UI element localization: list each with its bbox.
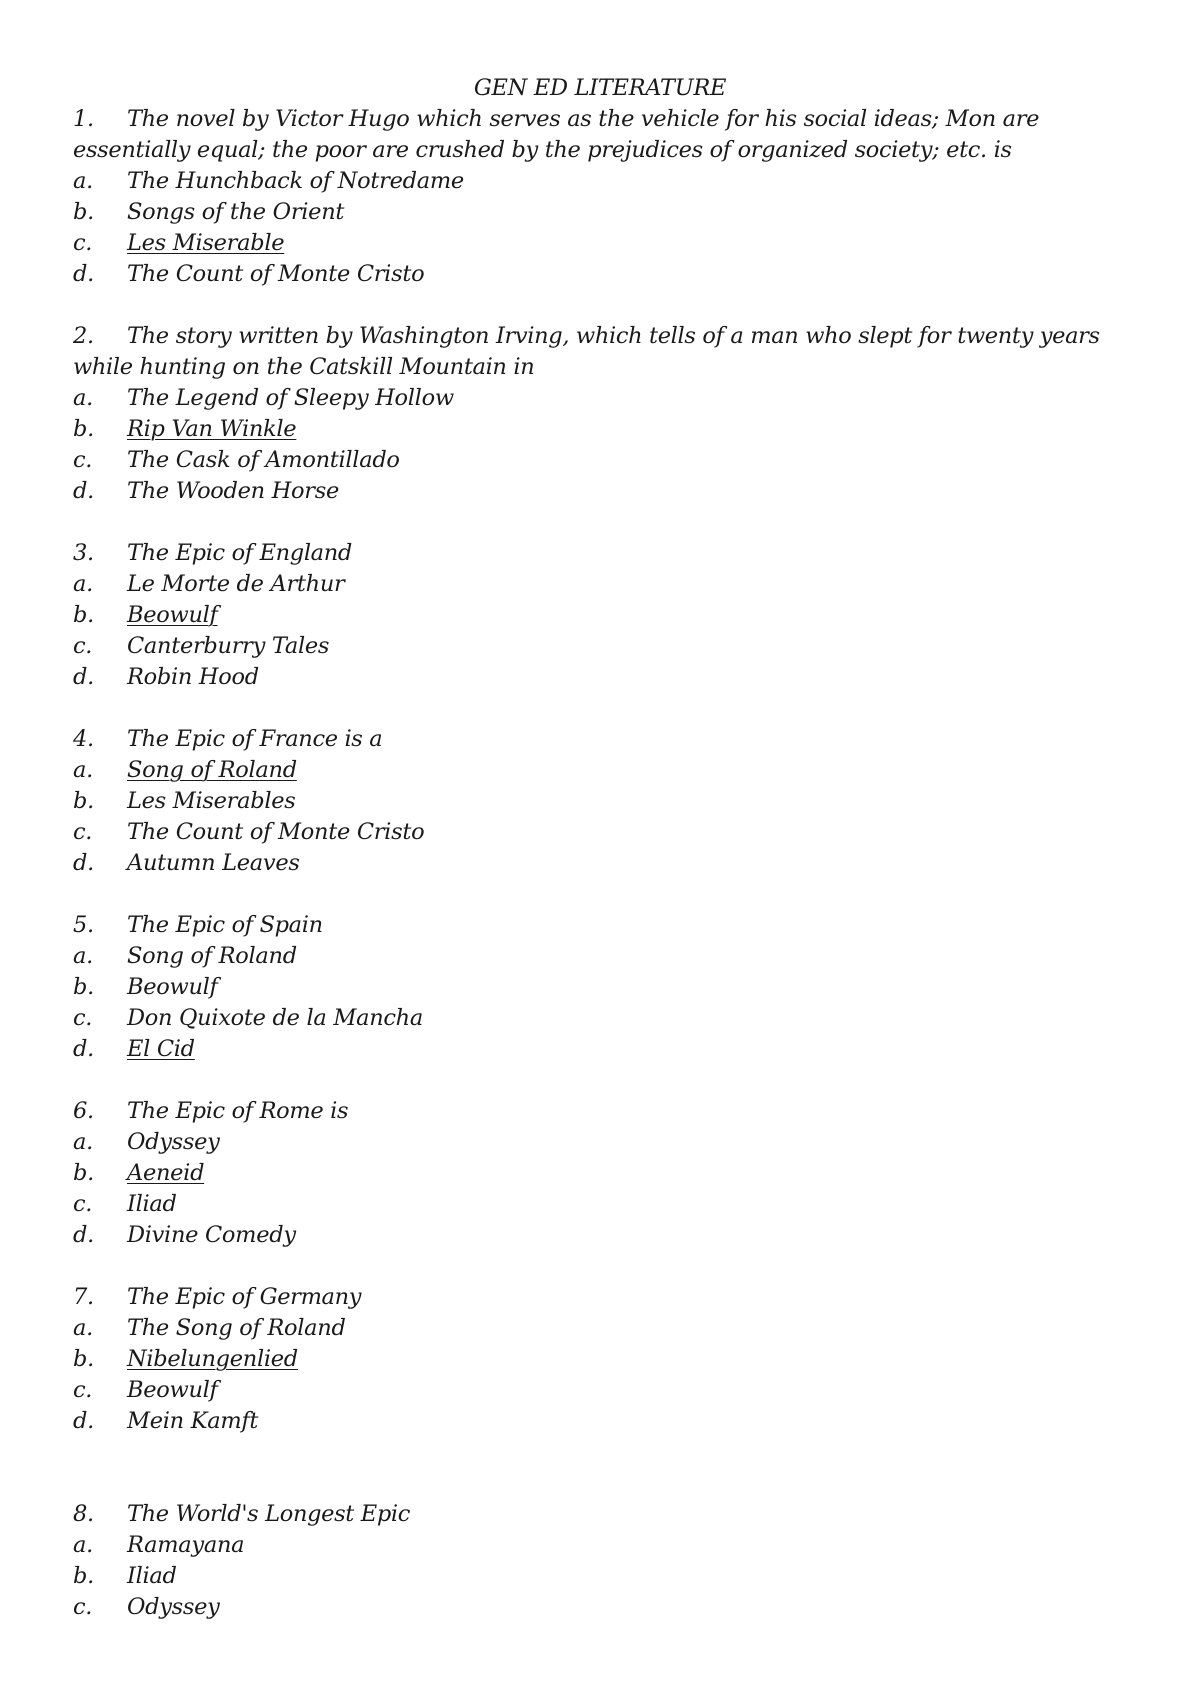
choice-text: Don Quixote de la Mancha	[127, 1005, 423, 1031]
choice-letter: a.	[73, 757, 93, 783]
choice-4-b	[73, 786, 1133, 817]
question-number: 5.	[73, 912, 94, 938]
question-number: 2.	[73, 323, 94, 349]
choice-letter: b.	[73, 1563, 94, 1589]
choice-letter: c.	[73, 1005, 93, 1031]
choice-letter: b.	[73, 788, 94, 814]
choice-letter: c.	[73, 633, 93, 659]
choice-letter: d.	[73, 1036, 94, 1062]
choice-7-a	[73, 1313, 1133, 1344]
choice-letter: d.	[73, 261, 94, 287]
choice-6-d	[73, 1220, 1133, 1251]
choice-letter: b.	[73, 1346, 94, 1372]
question-stem	[73, 1096, 1133, 1127]
choice-3-c	[73, 631, 1133, 662]
choice-letter: b.	[73, 416, 94, 442]
choice-2-d	[73, 476, 1133, 507]
question-4	[73, 724, 1133, 879]
choice-text: Robin Hood	[127, 664, 259, 690]
question-number: 4.	[73, 726, 94, 752]
choice-text: Beowulf	[127, 974, 218, 1000]
question-stem	[73, 1499, 1133, 1530]
question-list	[73, 104, 1133, 1654]
choice-text: Odyssey	[127, 1129, 220, 1155]
choice-letter: d.	[73, 1408, 94, 1434]
choice-text: The Legend of Sleepy Hollow	[127, 385, 454, 411]
choice-letter: c.	[73, 1377, 93, 1403]
question-stem	[73, 910, 1133, 941]
choice-letter: b.	[73, 974, 94, 1000]
choice-letter: a.	[73, 943, 93, 969]
choice-letter: b.	[73, 199, 94, 225]
choice-1-c	[73, 228, 1133, 259]
question-text: The Epic of France is a	[127, 726, 383, 752]
question-number: 8.	[73, 1501, 94, 1527]
question-2	[73, 321, 1133, 507]
question-number: 7.	[73, 1284, 94, 1310]
question-stem	[73, 321, 1133, 383]
choice-2-a	[73, 383, 1133, 414]
choice-text: Ramayana	[127, 1532, 245, 1558]
correct-answer-text: El Cid	[127, 1036, 195, 1062]
choice-7-b	[73, 1344, 1133, 1375]
choice-text: The Cask of Amontillado	[127, 447, 400, 473]
correct-answer-text: Aeneid	[127, 1160, 205, 1186]
choice-6-b	[73, 1158, 1133, 1189]
choice-text: Iliad	[127, 1191, 177, 1217]
question-3	[73, 538, 1133, 693]
question-stem	[73, 724, 1133, 755]
question-text: The World's Longest Epic	[127, 1501, 411, 1527]
question-stem	[73, 1282, 1133, 1313]
choice-letter: b.	[73, 1160, 94, 1186]
choice-text: Les Miserables	[127, 788, 296, 814]
choice-letter: c.	[73, 819, 93, 845]
choice-letter: a.	[73, 1315, 93, 1341]
question-text: The story written by Washington Irving, which tells of a man who slept for twenty years while hunting on the Catskill Mountain in	[73, 323, 1100, 380]
choice-3-a	[73, 569, 1133, 600]
choice-letter: a.	[73, 385, 93, 411]
question-number: 1.	[73, 106, 94, 132]
choice-text: Autumn Leaves	[127, 850, 300, 876]
question-number: 6.	[73, 1098, 94, 1124]
correct-answer-text: Song of Roland	[127, 757, 297, 783]
choice-letter: d.	[73, 850, 94, 876]
choice-5-d	[73, 1034, 1133, 1065]
choice-text: The Song of Roland	[127, 1315, 346, 1341]
choice-4-c	[73, 817, 1133, 848]
choice-1-a	[73, 166, 1133, 197]
question-text: The Epic of Spain	[127, 912, 323, 938]
choice-letter: d.	[73, 664, 94, 690]
choice-8-c	[73, 1592, 1133, 1623]
choice-5-a	[73, 941, 1133, 972]
question-7	[73, 1282, 1133, 1437]
question-5	[73, 910, 1133, 1065]
choice-5-c	[73, 1003, 1133, 1034]
choice-7-c	[73, 1375, 1133, 1406]
choice-text: Song of Roland	[127, 943, 297, 969]
choice-text: Odyssey	[127, 1594, 220, 1620]
question-stem	[73, 538, 1133, 569]
question-stem	[73, 104, 1133, 166]
question-6	[73, 1096, 1133, 1251]
choice-1-b	[73, 197, 1133, 228]
choice-text: Canterburry Tales	[127, 633, 330, 659]
correct-answer-text: Beowulf	[127, 602, 218, 628]
choice-6-a	[73, 1127, 1133, 1158]
choice-text: The Count of Monte Cristo	[127, 261, 425, 287]
choice-letter: d.	[73, 478, 94, 504]
choice-4-d	[73, 848, 1133, 879]
question-text: The Epic of England	[127, 540, 352, 566]
document-title: GEN ED LITERATURE	[473, 75, 727, 101]
choice-8-b	[73, 1561, 1133, 1592]
choice-letter: c.	[73, 230, 93, 256]
choice-text: Iliad	[127, 1563, 177, 1589]
choice-3-d	[73, 662, 1133, 693]
choice-text: The Count of Monte Cristo	[127, 819, 425, 845]
question-text: The Epic of Rome is	[127, 1098, 349, 1124]
choice-6-c	[73, 1189, 1133, 1220]
choice-text: The Wooden Horse	[127, 478, 340, 504]
choice-letter: d.	[73, 1222, 94, 1248]
question-number: 3.	[73, 540, 94, 566]
choice-letter: a.	[73, 571, 93, 597]
choice-letter: c.	[73, 1191, 93, 1217]
choice-text: Beowulf	[127, 1377, 218, 1403]
choice-text: Le Morte de Arthur	[127, 571, 345, 597]
choice-letter: c.	[73, 1594, 93, 1620]
choice-1-d	[73, 259, 1133, 290]
choice-text: Divine Comedy	[127, 1222, 296, 1248]
choice-4-a	[73, 755, 1133, 786]
choice-text: The Hunchback of Notredame	[127, 168, 464, 194]
correct-answer-text: Les Miserable	[127, 230, 285, 256]
question-text: The novel by Victor Hugo which serves as the vehicle for his social ideas; Mon are essentially equal; the poor are crushed by the prejudices of organized society; etc. is	[73, 106, 1040, 163]
question-1	[73, 104, 1133, 290]
choice-text: Mein Kamft	[127, 1408, 259, 1434]
choice-text: Songs of the Orient	[127, 199, 345, 225]
question-text: The Epic of Germany	[127, 1284, 362, 1310]
question-8	[73, 1499, 1133, 1623]
choice-8-a	[73, 1530, 1133, 1561]
choice-2-c	[73, 445, 1133, 476]
choice-letter: a.	[73, 1532, 93, 1558]
correct-answer-text: Nibelungenlied	[127, 1346, 298, 1372]
choice-3-b	[73, 600, 1133, 631]
choice-5-b	[73, 972, 1133, 1003]
choice-letter: b.	[73, 602, 94, 628]
choice-letter: a.	[73, 1129, 93, 1155]
correct-answer-text: Rip Van Winkle	[127, 416, 297, 442]
choice-letter: c.	[73, 447, 93, 473]
choice-letter: a.	[73, 168, 93, 194]
choice-2-b	[73, 414, 1133, 445]
choice-7-d	[73, 1406, 1133, 1437]
